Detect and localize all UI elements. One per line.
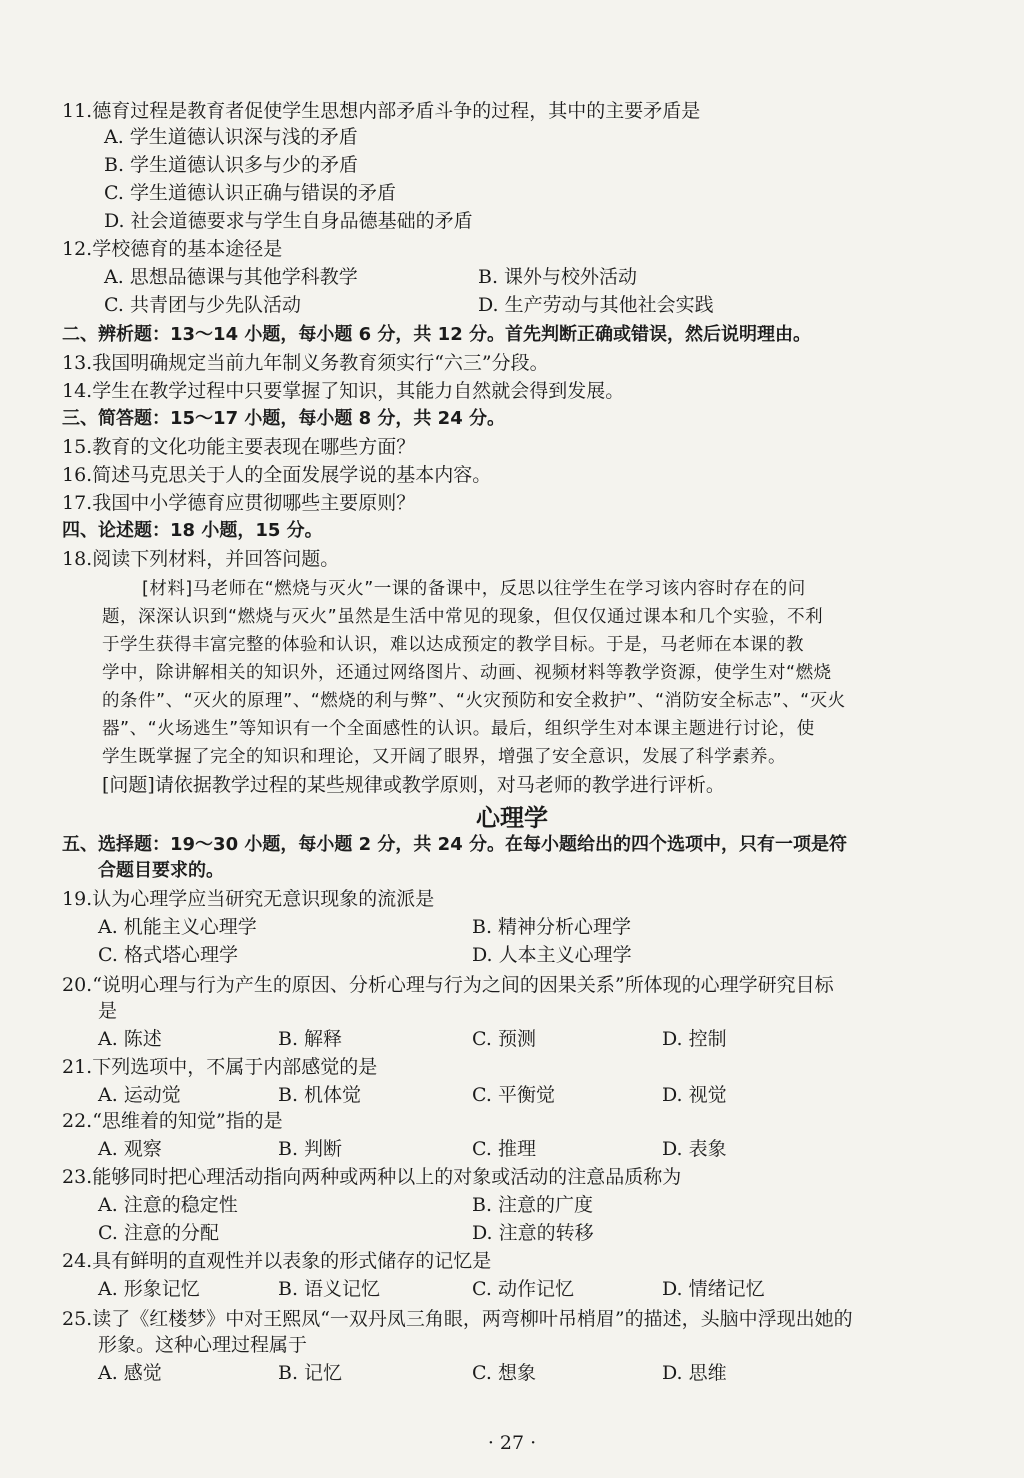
text-line: B. 解释 — [278, 1028, 343, 1050]
text-line: A. 陈述 — [98, 1028, 162, 1050]
text-line: C. 动作记忆 — [472, 1278, 574, 1300]
text-line: D. 视觉 — [662, 1084, 727, 1106]
text-line: A. 机能主义心理学 — [98, 916, 257, 938]
text-line: 形象。这种心理过程属于 — [98, 1334, 308, 1356]
text-line: [问题]请依据教学过程的某些规律或教学原则，对马老师的教学进行评析。 — [102, 774, 725, 796]
text-line: 13.我国明确规定当前九年制义务教育须实行“六三”分段。 — [62, 352, 549, 374]
text-line: C. 学生道德认识正确与错误的矛盾 — [104, 182, 396, 204]
text-line: D. 思维 — [662, 1362, 727, 1384]
material-line: [材料]马老师在“燃烧与灭火”一课的备课中，反思以往学生在学习该内容时存在的问 — [142, 579, 806, 599]
text-line: A. 感觉 — [98, 1362, 162, 1384]
text-line: 15.教育的文化功能主要表现在哪些方面？ — [62, 436, 416, 458]
material-line: 于学生获得丰富完整的体验和认识，难以达成预定的教学目标。于是，马老师在本课的教 — [102, 635, 804, 655]
text-line: A. 运动觉 — [98, 1084, 181, 1106]
material-line: 的条件”、“灭火的原理”、“燃烧的利与弊”、“火灾预防和安全救护”、“消防安全标志”、“灭火 — [102, 691, 846, 711]
section-heading: 四、论述题：18 小题，15 分。 — [62, 520, 323, 541]
text-line: B. 语义记忆 — [278, 1278, 381, 1300]
page-number: · 27 · — [487, 1432, 537, 1454]
text-line: 是 — [98, 1000, 118, 1022]
text-line: D. 控制 — [662, 1028, 727, 1050]
text-line: 16.简述马克思关于人的全面发展学说的基本内容。 — [62, 464, 492, 486]
text-line: 14.学生在教学过程中只要掌握了知识，其能力自然就会得到发展。 — [62, 380, 625, 402]
text-line: 19.认为心理学应当研究无意识现象的流派是 — [62, 888, 435, 910]
material-line: 学生既掌握了完全的知识和理论，又开阔了眼界，增强了安全意识，发展了科学素养。 — [102, 747, 786, 767]
section-heading: 三、简答题：15～17 小题，每小题 8 分，共 24 分。 — [62, 408, 506, 429]
section-heading: 五、选择题：19～30 小题，每小题 2 分，共 24 分。在每小题给出的四个选项中，只有一项是符 — [62, 834, 847, 855]
text-line: B. 判断 — [278, 1138, 343, 1160]
text-line: C. 预测 — [472, 1028, 536, 1050]
text-line: B. 学生道德认识多与少的矛盾 — [104, 154, 359, 176]
text-line: C. 想象 — [472, 1362, 536, 1384]
material-line: 学中，除讲解相关的知识外，还通过网络图片、动画、视频材料等教学资源，使学生对“燃烧 — [102, 663, 832, 683]
section-heading: 合题目要求的。 — [98, 860, 224, 881]
text-line: C. 格式塔心理学 — [98, 944, 238, 966]
text-line: A. 观察 — [98, 1138, 162, 1160]
text-line: B. 精神分析心理学 — [472, 916, 632, 938]
text-line: 17.我国中小学德育应贯彻哪些主要原则？ — [62, 492, 416, 514]
section-title: 心理学 — [476, 804, 548, 832]
text-line: C. 平衡觉 — [472, 1084, 555, 1106]
material-line: 器”、“火场逃生”等知识有一个全面感性的认识。最后，组织学生对本课主题进行讨论，使 — [102, 719, 815, 739]
text-line: 18.阅读下列材料，并回答问题。 — [62, 548, 340, 570]
text-line: B. 课外与校外活动 — [478, 266, 638, 288]
text-line: A. 学生道德认识深与浅的矛盾 — [104, 126, 358, 148]
text-line: 11.德育过程是教育者促使学生思想内部矛盾斗争的过程，其中的主要矛盾是 — [62, 100, 701, 122]
text-line: D. 情绪记忆 — [662, 1278, 765, 1300]
text-line: B. 记忆 — [278, 1362, 343, 1384]
text-line: B. 机体觉 — [278, 1084, 362, 1106]
text-line: A. 思想品德课与其他学科教学 — [104, 266, 358, 288]
text-line: A. 注意的稳定性 — [98, 1194, 238, 1216]
text-line: C. 共青团与少先队活动 — [104, 294, 301, 316]
text-line: D. 社会道德要求与学生自身品德基础的矛盾 — [104, 210, 473, 232]
text-line: D. 注意的转移 — [472, 1222, 594, 1244]
text-line: 12.学校德育的基本途径是 — [62, 238, 283, 260]
section-heading: 二、辨析题：13～14 小题，每小题 6 分，共 12 分。首先判断正确或错误，然后说明理由。 — [62, 324, 812, 345]
text-line: D. 表象 — [662, 1138, 727, 1160]
text-line: 25.读了《红楼梦》中对王熙凤“一双丹凤三角眼，两弯柳叶吊梢眉”的描述，头脑中浮现出她的 — [62, 1308, 853, 1330]
text-line: 21.下列选项中，不属于内部感觉的是 — [62, 1056, 378, 1078]
text-line: C. 推理 — [472, 1138, 536, 1160]
text-line: 20.“说明心理与行为产生的原因、分析心理与行为之间的因果关系”所体现的心理学研究目标 — [62, 974, 834, 996]
material-line: 题，深深认识到“燃烧与灭火”虽然是生活中常见的现象，但仅仅通过课本和几个实验，不利 — [102, 607, 824, 627]
text-line: C. 注意的分配 — [98, 1222, 219, 1244]
text-line: 22.“思维着的知觉”指的是 — [62, 1110, 283, 1132]
text-line: A. 形象记忆 — [98, 1278, 200, 1300]
text-line: 24.具有鲜明的直观性并以表象的形式储存的记忆是 — [62, 1250, 492, 1272]
text-line: D. 人本主义心理学 — [472, 944, 632, 966]
text-line: 23.能够同时把心理活动指向两种或两种以上的对象或活动的注意品质称为 — [62, 1166, 682, 1188]
text-line: D. 生产劳动与其他社会实践 — [478, 294, 714, 316]
text-line: B. 注意的广度 — [472, 1194, 594, 1216]
